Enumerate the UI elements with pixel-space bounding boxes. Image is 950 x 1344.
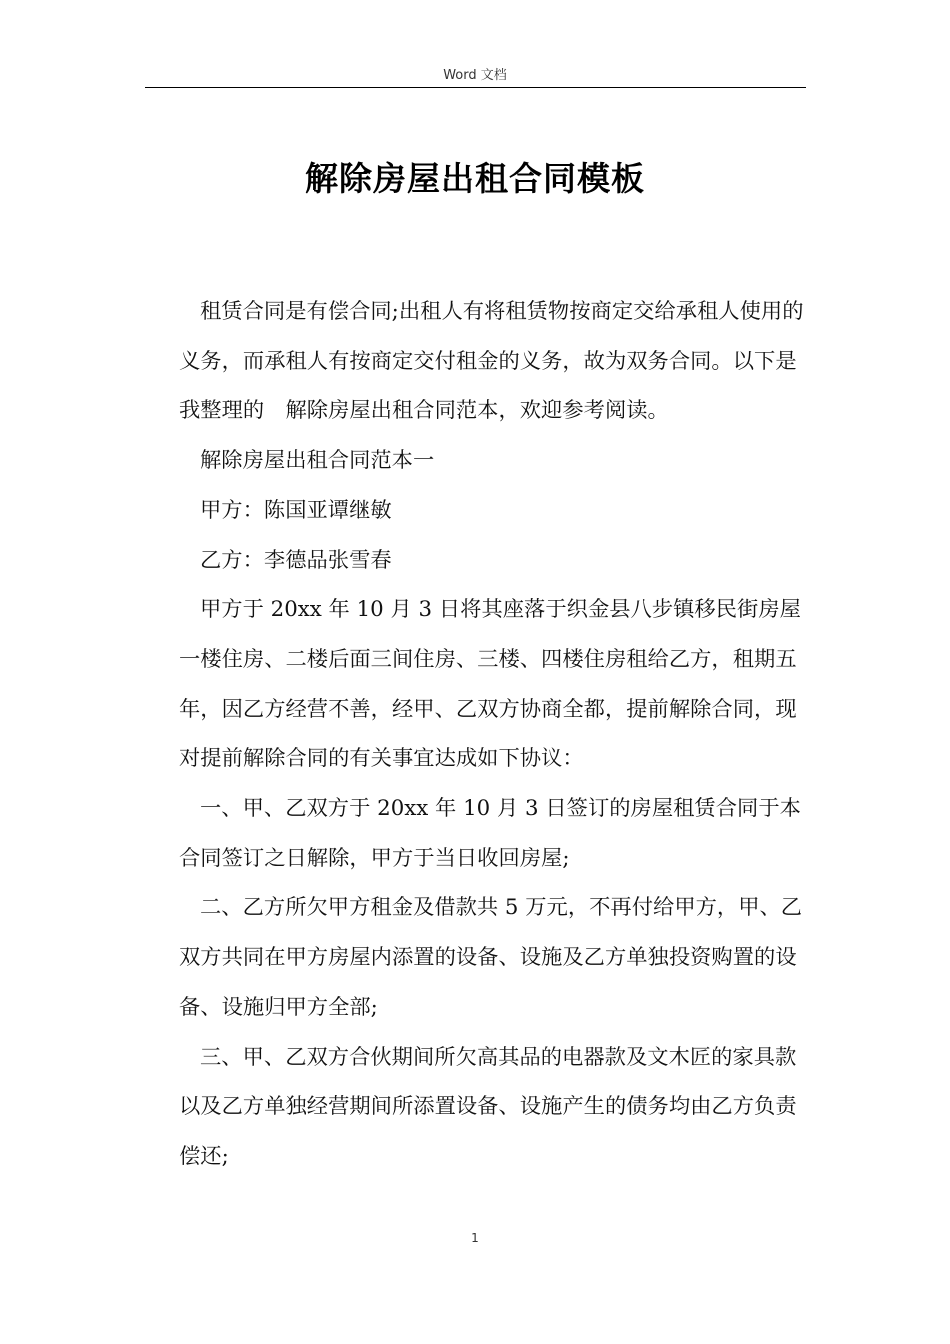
- document-body: [179, 287, 815, 1182]
- page-header: Word 文档: [443, 68, 507, 83]
- paragraph-party-b: 乙方：李德品张雪春: [200, 547, 392, 573]
- paragraph-section-heading: 解除房屋出租合同范本一: [200, 448, 435, 474]
- paragraph-background: 甲方于 20xx 年 10 月 3 日将其座落于织金县八步镇移民街房屋一楼住房、二楼后面三间住房、三楼、四楼住房租给乙方，租期五年，因乙方经营不善，经甲、乙双方协商全都，提前解除合同，现对提前解除合同的有关事宜达成如下协议：: [179, 597, 801, 772]
- paragraph-intro: 租赁合同是有偿合同;出租人有将租赁物按商定交给承租人使用的义务，而承租人有按商定交付租金的义务，故为双务合同。以下是我整理的 解除房屋出租合同范本，欢迎参考阅读。: [179, 299, 804, 424]
- header-divider: [145, 87, 806, 88]
- paragraph-clause-3: 三、甲、乙双方合伙期间所欠高其品的电器款及文木匠的家具款以及乙方单独经营期间所添置设备、设施产生的债务均由乙方负责偿还;: [179, 1044, 797, 1169]
- paragraph-clause-2: 二、乙方所欠甲方租金及借款共 5 万元，不再付给甲方，甲、乙双方共同在甲方房屋内添置的设备、设施及乙方单独投资购置的设备、设施归甲方全部;: [179, 895, 803, 1020]
- paragraph-party-a: 甲方：陈国亚谭继敏: [200, 497, 392, 523]
- page-number: 1: [471, 1231, 479, 1245]
- document-title: 解除房屋出租合同模板: [305, 159, 645, 198]
- paragraph-clause-1: 一、甲、乙双方于 20xx 年 10 月 3 日签订的房屋租赁合同于本合同签订之日解除，甲方于当日收回房屋;: [179, 796, 801, 871]
